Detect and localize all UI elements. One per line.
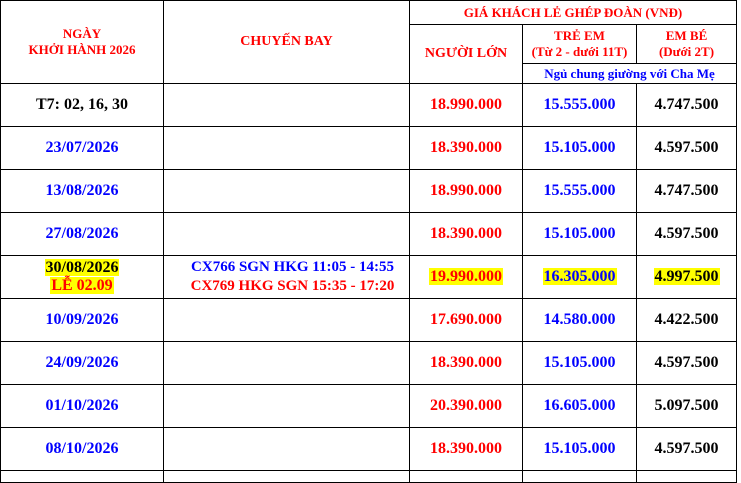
flight-cell — [164, 170, 410, 213]
departure-date: 10/09/2026 — [1, 299, 164, 342]
table-row-partial — [1, 471, 737, 483]
table-row — [1, 385, 737, 428]
table-row — [1, 84, 737, 127]
departure-date-cell — [1, 256, 164, 299]
infant-header-title: EM BÉ — [665, 28, 708, 43]
infant-price: 4.997.500 — [654, 268, 719, 285]
adult-price: 20.390.000 — [410, 385, 523, 428]
flight-cell — [164, 213, 410, 256]
flight-cell — [164, 428, 410, 471]
table-row — [1, 299, 737, 342]
table-row — [1, 342, 737, 385]
child-price: 15.105.000 — [523, 428, 637, 471]
departure-date-cell — [1, 84, 164, 127]
adult-price-cell — [410, 256, 523, 299]
shared-bed-note: Ngủ chung giường với Cha Mẹ — [523, 64, 737, 84]
departure-header-line1: NGÀY — [62, 26, 102, 41]
weekday-prefix: T7: — [36, 96, 60, 113]
child-price: 16.605.000 — [523, 385, 637, 428]
adult-price: 17.690.000 — [410, 299, 523, 342]
child-header-sub: (Từ 2 - dưới 11T) — [531, 44, 628, 59]
adult-price: 18.390.000 — [410, 428, 523, 471]
adult-price: 18.390.000 — [410, 127, 523, 170]
flight-cell — [164, 84, 410, 127]
empty-cell — [410, 471, 523, 483]
flight-header: CHUYẾN BAY — [164, 1, 410, 84]
table-row — [1, 428, 737, 471]
child-price: 15.555.000 — [523, 170, 637, 213]
child-price-cell — [523, 256, 637, 299]
adult-price: 19.990.000 — [430, 268, 502, 285]
adult-price: 18.390.000 — [410, 342, 523, 385]
empty-cell — [637, 471, 737, 483]
child-price: 14.580.000 — [523, 299, 637, 342]
flight-cell — [164, 385, 410, 428]
departure-header-line2: KHỞI HÀNH 2026 — [28, 42, 136, 57]
empty-cell — [164, 471, 410, 483]
flight-cell — [164, 299, 410, 342]
child-price: 15.105.000 — [523, 213, 637, 256]
departure-date: 23/07/2026 — [1, 127, 164, 170]
infant-price: 4.597.500 — [637, 428, 737, 471]
table-row — [1, 213, 737, 256]
infant-price: 4.597.500 — [637, 213, 737, 256]
infant-price: 4.597.500 — [637, 342, 737, 385]
departure-date: 13/08/2026 — [1, 170, 164, 213]
child-header-title: TRẺ EM — [554, 28, 605, 43]
table-row-highlighted — [1, 256, 737, 299]
departure-date: 30/08/2026 — [45, 259, 119, 276]
flight-cell — [164, 342, 410, 385]
outbound-flight: CX766 SGN HKG 11:05 - 14:55 — [191, 259, 394, 275]
table-row — [1, 127, 737, 170]
empty-cell — [1, 471, 164, 483]
infant-header-sub: (Dưới 2T) — [658, 44, 715, 59]
child-price: 16.305.000 — [543, 268, 616, 285]
departure-date: 27/08/2026 — [1, 213, 164, 256]
infant-price: 4.422.500 — [637, 299, 737, 342]
adult-price: 18.990.000 — [410, 84, 523, 127]
infant-price-header — [637, 25, 737, 64]
departure-date: 02, 16, 30 — [60, 96, 128, 113]
price-group-header: GIÁ KHÁCH LẺ GHÉP ĐOÀN (VNĐ) — [410, 1, 737, 25]
departure-date-header — [1, 1, 164, 84]
child-price: 15.105.000 — [523, 127, 637, 170]
return-flight: CX769 HKG SGN 15:35 - 17:20 — [190, 278, 395, 294]
departure-date: 08/10/2026 — [1, 428, 164, 471]
infant-price: 5.097.500 — [637, 385, 737, 428]
adult-price-header: NGƯỜI LỚN — [410, 25, 523, 84]
empty-cell — [523, 471, 637, 483]
flight-cell — [164, 256, 410, 299]
infant-price-cell — [637, 256, 737, 299]
infant-price: 4.597.500 — [637, 127, 737, 170]
child-price: 15.105.000 — [523, 342, 637, 385]
child-price-header — [523, 25, 637, 64]
adult-price: 18.390.000 — [410, 213, 523, 256]
child-price: 15.555.000 — [523, 84, 637, 127]
infant-price: 4.747.500 — [637, 84, 737, 127]
departure-date: 01/10/2026 — [1, 385, 164, 428]
flight-cell — [164, 127, 410, 170]
infant-price: 4.747.500 — [637, 170, 737, 213]
table-row — [1, 170, 737, 213]
holiday-label: LỄ 02.09 — [51, 277, 113, 294]
departure-date: 24/09/2026 — [1, 342, 164, 385]
adult-price: 18.990.000 — [410, 170, 523, 213]
